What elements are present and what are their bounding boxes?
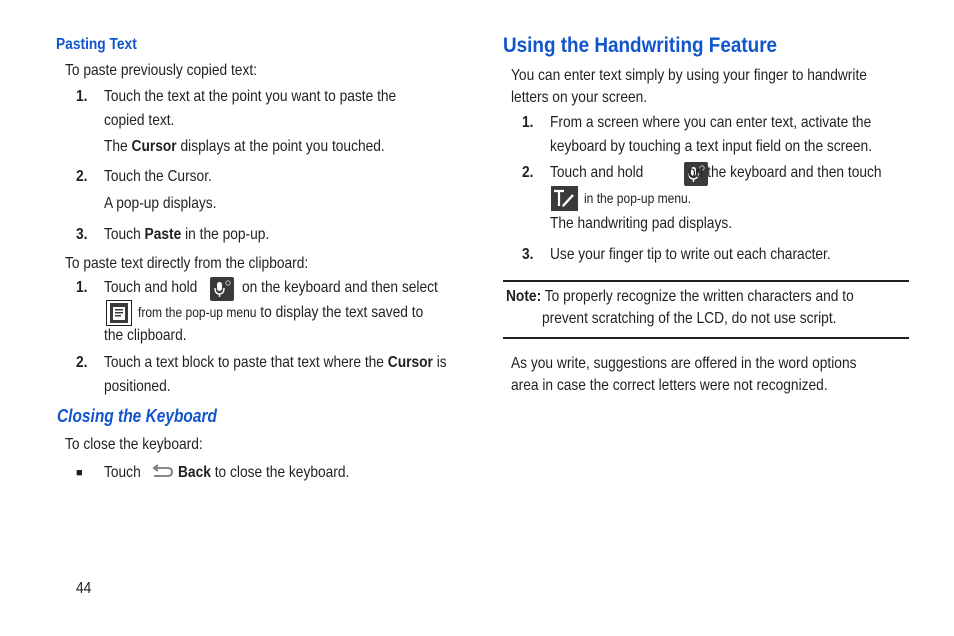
page-number: 44 <box>76 580 92 597</box>
step-text: Touch a text block to paste that text where the Cursor is <box>104 354 447 371</box>
step-text: Touch <box>104 464 141 481</box>
closing-keyboard-heading: Closing the Keyboard <box>57 406 217 426</box>
handwriting-icon <box>551 186 578 216</box>
step-text: positioned. <box>104 378 171 395</box>
close-intro: To close the keyboard: <box>65 436 203 453</box>
paragraph: area in case the correct letters were not recognized. <box>511 377 828 394</box>
microphone-gear-icon <box>210 277 234 301</box>
note-rule-top <box>503 280 909 282</box>
paragraph: letters on your screen. <box>511 89 648 106</box>
paste-intro: To paste previously copied text: <box>65 62 257 79</box>
step-number: 2. <box>76 354 88 371</box>
pasting-text-heading: Pasting Text <box>56 36 137 53</box>
step-text: on the keyboard and then touch <box>688 164 882 181</box>
step-number: 1. <box>76 279 88 296</box>
step-note: The handwriting pad displays. <box>550 215 733 232</box>
clipboard-intro: To paste text directly from the clipboard: <box>65 255 309 272</box>
note-rule-bottom <box>503 337 909 339</box>
step-text: Use your finger tip to write out each character. <box>550 246 831 263</box>
paragraph: You can enter text simply by using your finger to handwrite <box>511 67 867 84</box>
step-number: 3. <box>522 246 534 263</box>
step-number: 3. <box>76 226 88 243</box>
step-text: From a screen where you can enter text, activate the <box>550 114 872 131</box>
step-text: on the keyboard and then select <box>242 279 438 296</box>
step-text: keyboard by touching a text input field on the screen. <box>550 138 873 155</box>
step-text: Touch Paste in the pop-up. <box>104 226 270 243</box>
step-number: 1. <box>76 88 88 105</box>
step-text: in the pop-up menu. <box>584 190 692 206</box>
step-text: the clipboard. <box>104 327 187 344</box>
step-note: The Cursor displays at the point you touched. <box>104 138 385 155</box>
step-text: from the pop-up menu to display the text saved to <box>138 304 424 321</box>
back-arrow-icon <box>150 464 174 485</box>
note-text: Note: To properly recognize the written characters and to <box>506 288 854 305</box>
step-note: A pop-up displays. <box>104 195 217 212</box>
step-text: Back to close the keyboard. <box>178 464 350 481</box>
step-number: 2. <box>522 164 534 181</box>
note-text: prevent scratching of the LCD, do not use script. <box>542 310 837 327</box>
handwriting-heading: Using the Handwriting Feature <box>503 34 778 57</box>
bullet: ■ <box>76 467 83 479</box>
paragraph: As you write, suggestions are offered in the word options <box>511 355 857 372</box>
step-text: Touch and hold <box>104 279 198 296</box>
step-number: 2. <box>76 168 88 185</box>
step-number: 1. <box>522 114 534 131</box>
step-text: Touch the Cursor. <box>104 168 212 185</box>
step-text: copied text. <box>104 112 175 129</box>
step-text: Touch the text at the point you want to paste the <box>104 88 397 105</box>
step-text: Touch and hold <box>550 164 644 181</box>
